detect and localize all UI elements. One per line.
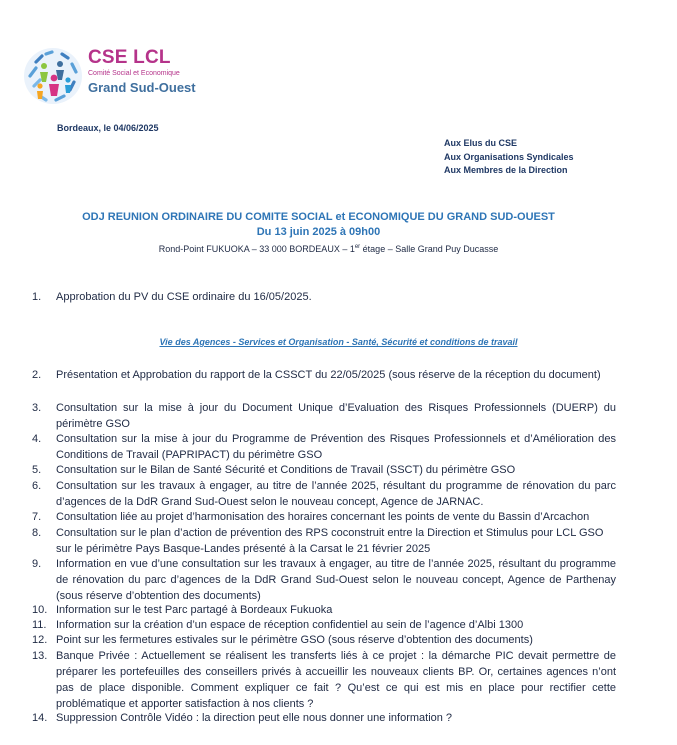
agenda-item <box>32 602 616 618</box>
agenda-item-number: 6. <box>32 480 42 492</box>
logo-region: Grand Sud-Ouest <box>88 80 196 95</box>
agenda-item-text: Information en vue d’une consultation sur les travaux à engager, au titre de l’année 2025, résultant du programme de rénovation du parc d’agences de la DdR Grand Sud-Ouest selon le nouveau concept, Agence de Parthenay (sous réserve d’obtention des documents) <box>56 558 616 602</box>
agenda-item-number: 1. <box>32 291 42 303</box>
agenda-item-text: Approbation du PV du CSE ordinaire du 16/05/2025. <box>56 291 312 303</box>
agenda-item <box>32 367 616 383</box>
globe-people-icon <box>22 46 84 106</box>
agenda-item-text: Présentation et Approbation du rapport de la CSSCT du 22/05/2025 (sous réserve de la réception du document) <box>56 369 601 381</box>
logo-subtitle: Comité Social et Economique <box>88 70 180 77</box>
agenda-item-number: 5. <box>32 464 42 476</box>
agenda-item <box>32 289 616 305</box>
agenda-item-number: 14. <box>32 712 48 724</box>
agenda-item <box>32 400 616 432</box>
agenda-item-text: Consultation sur le plan d’action de prévention des RPS coconstruit entre la Direction et Stimulus pour LCL GSO sur le périmètre Pays Basque-Landes présenté à la Carsat le 21 février 2025 <box>56 527 604 555</box>
agenda-item <box>32 478 616 510</box>
agenda-item-text: Consultation liée au projet d’harmonisation des horaires concernant les points de vente du Bassin d’Arcachon <box>56 511 590 523</box>
agenda-item <box>32 710 616 726</box>
recipients-block <box>444 137 574 178</box>
agenda-item-number: 11. <box>32 619 47 631</box>
agenda-item-text: Consultation sur la mise à jour du Document Unique d’Evaluation des Risques Professionnels (DUERP) du périmètre GSO <box>56 402 616 430</box>
venue-text: Rond-Point FUKUOKA – 33 000 BORDEAUX – 1 <box>158 244 355 254</box>
agenda-item-number: 12. <box>32 634 48 646</box>
agenda-item-text: Information sur le test Parc partagé à Bordeaux Fukuoka <box>56 604 333 616</box>
meeting-title: ODJ REUNION ORDINAIRE DU COMITE SOCIAL et ECONOMIQUE DU GRAND SUD-OUEST <box>82 211 555 223</box>
agenda-item-text: Consultation sur la mise à jour du Programme de Prévention des Risques Professionnels et d’Amélioration des Conditions de Travail (PAPRIPACT) du périmètre GSO <box>56 433 616 461</box>
agenda-item-number: 7. <box>32 511 42 523</box>
meeting-venue <box>0 244 657 254</box>
agenda-item <box>32 617 616 633</box>
section-title: Vie des Agences - Services et Organisation - Santé, Sécurité et conditions de travail <box>159 337 518 347</box>
agenda-item <box>32 648 616 712</box>
agenda-item-text: Banque Privée : Actuellement se réalisent les transferts liés à ce projet : la démarche PIC devait permettre de préparer les portefeuilles des conseillers privés à accueillir les nouveaux clients BP. Or, certaines agences n’ont pas de place disponible. Comment expliquer ce fait ? Qu’est ce qui est mis en place pour rectifier cette problématique et apporter satisfaction à nos clients ? <box>56 650 616 710</box>
agenda-item-text: Point sur les fermetures estivales sur le périmètre GSO (sous réserve d’obtention des documents) <box>56 634 533 646</box>
agenda-item <box>32 462 616 478</box>
recipient-line: Aux Organisations Syndicales <box>444 151 574 162</box>
recipient-line: Aux Elus du CSE <box>444 138 518 148</box>
agenda-item-number: 10. <box>32 604 48 616</box>
agenda-item-text: Information sur la création d’un espace de réception confidentiel au sein de l’agence d’Albi 1300 <box>56 619 524 631</box>
letter-date: Bordeaux, le 04/06/2025 <box>57 123 159 133</box>
agenda-item-number: 3. <box>32 402 42 414</box>
logo-title: CSE LCL <box>88 47 171 68</box>
agenda-item-text: Consultation sur les travaux à engager, au titre de l’année 2025, résultant du programme de rénovation du parc d’agences de la DdR Grand Sud-Ouest selon le nouveau concept, Agence de JARNAC. <box>56 480 616 508</box>
agenda-item-text: Suppression Contrôle Vidéo : la direction peut elle nous donner une information ? <box>56 712 453 724</box>
agenda-item <box>32 509 616 525</box>
meeting-date: Du 13 juin 2025 à 09h00 <box>256 226 381 238</box>
agenda-item-number: 8. <box>32 527 42 539</box>
agenda-item-number: 13. <box>32 650 48 662</box>
agenda-item <box>32 556 616 604</box>
agenda-item <box>32 525 616 557</box>
agenda-item-number: 4. <box>32 433 42 445</box>
venue-text-end: étage – Salle Grand Puy Ducasse <box>360 244 499 254</box>
agenda-item-text: Consultation sur le Bilan de Santé Sécurité et Conditions de Travail (SSCT) du périmètre GSO <box>56 464 516 476</box>
agenda-item <box>32 632 616 648</box>
cse-logo <box>22 46 212 106</box>
agenda-item <box>32 431 616 463</box>
agenda-item-number: 9. <box>32 558 42 570</box>
recipient-line: Aux Membres de la Direction <box>444 165 568 175</box>
agenda-item-number: 2. <box>32 369 42 381</box>
venue-superscript: er <box>354 244 361 250</box>
